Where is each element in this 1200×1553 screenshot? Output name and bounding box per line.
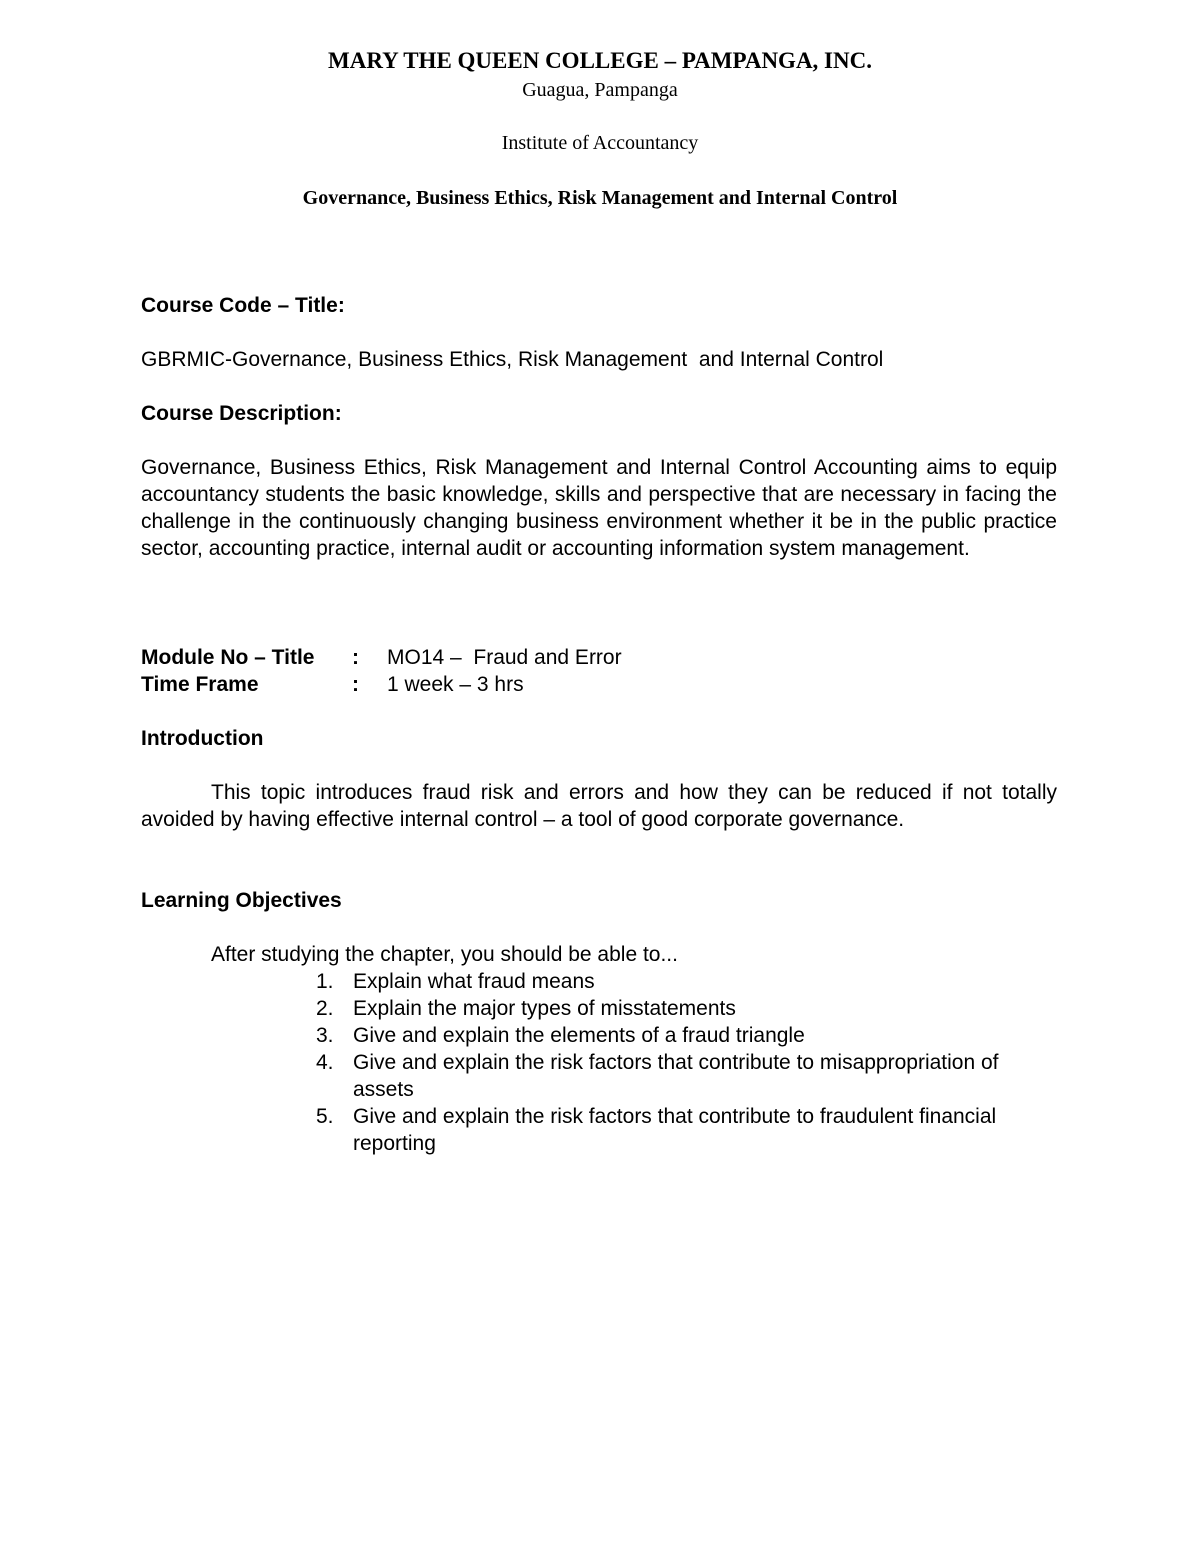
time-frame-label: Time Frame	[141, 673, 259, 696]
list-item: Give and explain the risk factors that contribute to misappropriation of assets	[353, 1051, 999, 1101]
list-item-number: 3.	[316, 1024, 334, 1047]
course-code-heading: Course Code – Title:	[141, 294, 345, 317]
list-item-number: 1.	[316, 970, 334, 993]
module-value: MO14 – Fraud and Error	[387, 646, 622, 669]
introduction-heading: Introduction	[141, 727, 264, 750]
list-item-number: 4.	[316, 1051, 334, 1074]
list-item-number: 2.	[316, 997, 334, 1020]
time-frame-value: 1 week – 3 hrs	[387, 673, 524, 696]
module-colon: :	[352, 646, 359, 669]
learning-objectives-heading: Learning Objectives	[141, 889, 342, 912]
module-label: Module No – Title	[141, 646, 315, 669]
introduction-text: This topic introduces fraud risk and errors and how they can be reduced if not totally avoided by having effective internal control – a tool of good corporate governance.	[141, 781, 1057, 831]
college-location: Guagua, Pampanga	[522, 79, 678, 101]
time-frame-colon: :	[352, 673, 359, 696]
institute-name: Institute of Accountancy	[501, 132, 699, 154]
course-description-text: Governance, Business Ethics, Risk Management and Internal Control Accounting aims to equip accountancy students the basic knowledge, skills and perspective that are necessary in facing the challenge in the continuously changing business environment whether it be in the public practice sector, accounting practice, internal audit or accounting information system management.	[141, 456, 1057, 560]
course-description-heading: Course Description:	[141, 402, 342, 425]
list-item: Give and explain the elements of a fraud triangle	[353, 1024, 805, 1047]
list-item: Explain the major types of misstatements	[353, 997, 736, 1020]
list-item: Explain what fraud means	[353, 970, 595, 993]
college-name: MARY THE QUEEN COLLEGE – PAMPANGA, INC.	[328, 48, 872, 73]
course-code-value: GBRMIC-Governance, Business Ethics, Risk Management and Internal Control	[141, 348, 884, 371]
list-item: Give and explain the risk factors that contribute to fraudulent financial reporting	[353, 1105, 997, 1155]
subject-title: Governance, Business Ethics, Risk Management and Internal Control	[302, 187, 898, 209]
learning-objectives-lead: After studying the chapter, you should be able to...	[211, 943, 678, 966]
list-item-number: 5.	[316, 1105, 334, 1128]
